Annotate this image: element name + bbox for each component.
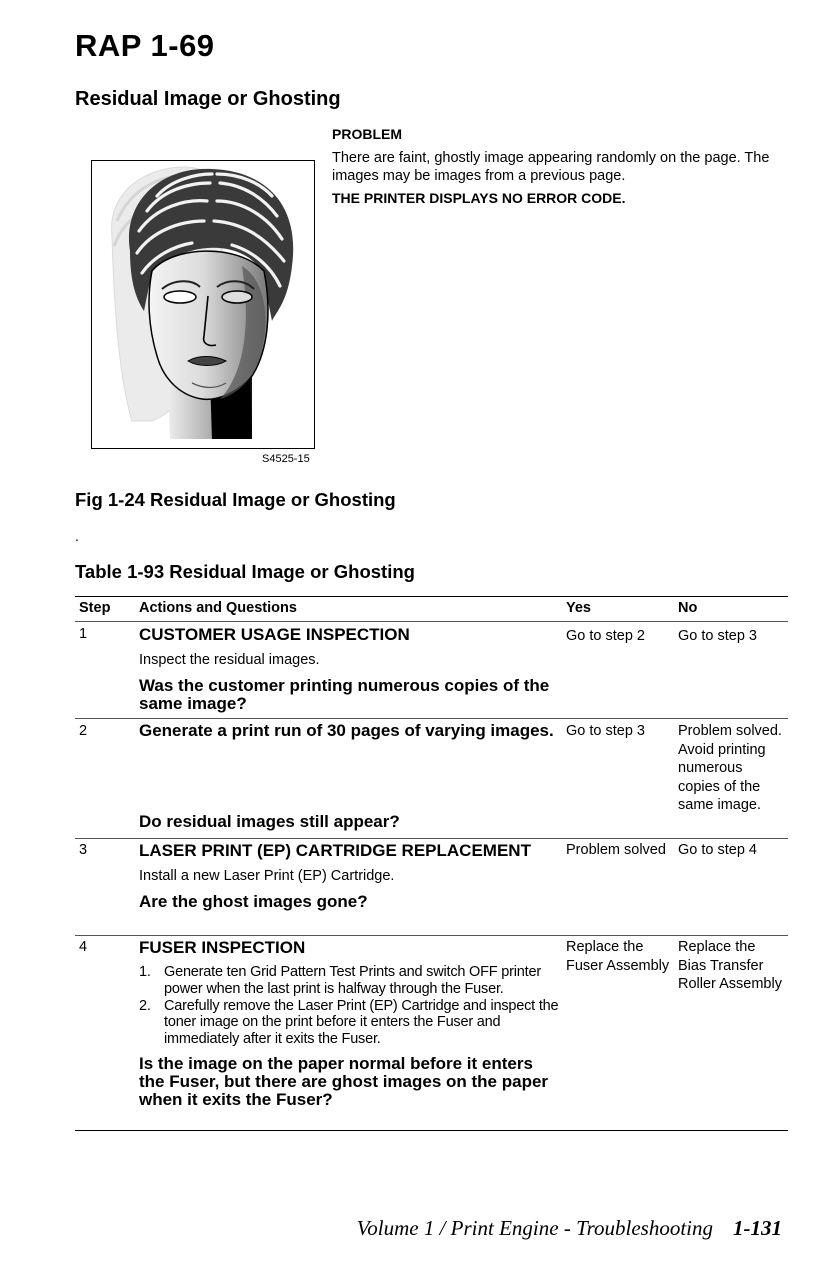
step-question: Is the image on the paper normal before it enters the Fuser, but there are ghost images on the paper when it exits the Fuser?	[139, 1053, 549, 1109]
step-number: 4	[79, 939, 88, 955]
step-number: 2	[79, 723, 88, 739]
step-question: Was the customer printing numerous copies of the same image?	[139, 676, 550, 713]
step-heading: FUSER INSPECTION	[139, 938, 306, 957]
ghost-head-illustration	[92, 161, 314, 448]
rap-title: RAP 1-69	[75, 28, 215, 63]
header-yes: Yes	[566, 600, 591, 616]
step-heading: Generate a print run of 30 pages of varying images.	[139, 721, 554, 740]
yes-action: Go to step 2	[566, 628, 645, 644]
header-actions: Actions and Questions	[139, 600, 297, 616]
step-procedure-list	[139, 964, 559, 1048]
table-row	[75, 839, 788, 936]
problem-heading: PROBLEM	[332, 126, 402, 142]
table-row	[75, 936, 788, 1130]
header-no: No	[678, 600, 698, 616]
page-footer	[357, 1216, 782, 1241]
yes-action: Problem solved	[566, 842, 666, 858]
step-actions	[139, 622, 559, 713]
step-question: Do residual images still appear?	[139, 812, 400, 831]
no-action: Problem solved. Avoid printing numerous copies of the same image.	[678, 723, 782, 813]
no-action: Go to step 4	[678, 842, 757, 858]
step-actions	[139, 936, 559, 1109]
figure-id: S4525-15	[262, 453, 310, 465]
step-actions	[139, 719, 559, 838]
list-item	[139, 998, 559, 1048]
step-heading: CUSTOMER USAGE INSPECTION	[139, 625, 410, 644]
list-number: 2.	[139, 997, 151, 1014]
table-row	[75, 622, 788, 719]
figure-caption: Fig 1-24 Residual Image or Ghosting	[75, 489, 396, 510]
list-item	[139, 964, 559, 998]
stray-dot: .	[75, 528, 79, 544]
table-caption: Table 1-93 Residual Image or Ghosting	[75, 561, 415, 582]
problem-description: There are faint, ghostly image appearing randomly on the page. The images may be images from a previous page.	[332, 150, 770, 184]
page-number: 1-131	[733, 1216, 782, 1240]
yes-action: Replace the Fuser Assembly	[566, 939, 670, 974]
no-action: Go to step 3	[678, 628, 757, 644]
footer-text: Volume 1 / Print Engine - Troubleshooting	[356, 1216, 713, 1240]
step-instruction: Install a new Laser Print (EP) Cartridge.	[139, 868, 395, 884]
table-row	[75, 719, 788, 839]
list-text: Generate ten Grid Pattern Test Prints and switch OFF printer power when the last print is halfway through the Fuser.	[164, 964, 541, 997]
step-heading: LASER PRINT (EP) CARTRIDGE REPLACEMENT	[139, 841, 531, 860]
list-number: 1.	[139, 964, 151, 980]
list-text: Carefully remove the Laser Print (EP) Cartridge and inspect the toner image on the print before it enters the Fuser and immediately after it exits the Fuser.	[164, 997, 559, 1048]
step-number: 3	[79, 842, 88, 858]
troubleshooting-table	[75, 596, 788, 1131]
yes-action: Go to step 3	[566, 723, 645, 739]
no-action: Replace the Bias Transfer Roller Assembly	[678, 939, 782, 992]
no-error-code-note: THE PRINTER DISPLAYS NO ERROR CODE.	[332, 190, 626, 206]
header-step: Step	[79, 600, 111, 616]
step-question: Are the ghost images gone?	[139, 892, 368, 911]
step-instruction: Inspect the residual images.	[139, 652, 320, 668]
section-title: Residual Image or Ghosting	[75, 88, 341, 110]
step-number: 1	[79, 626, 88, 642]
table-header-row	[75, 597, 788, 622]
step-actions	[139, 839, 559, 911]
ghosting-figure	[91, 160, 315, 449]
